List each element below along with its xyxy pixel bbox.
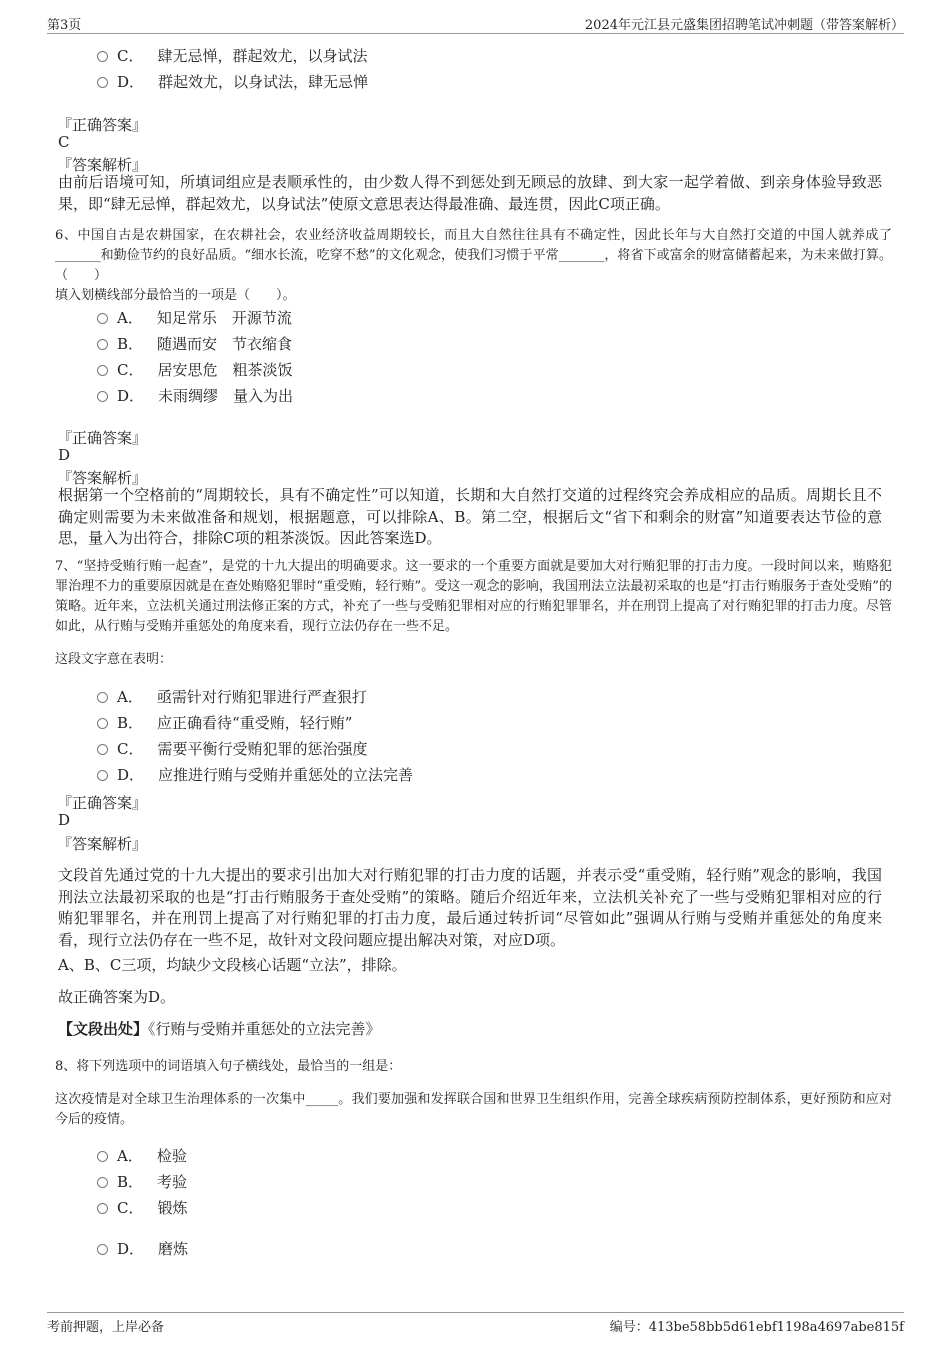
q8-stem: 8、将下列选项中的词语填入句子横线处，最恰当的一组是： — [55, 1059, 402, 1074]
q7-option-b[interactable]: B． 应正确看待“重受贿，轻行贿” — [97, 713, 352, 733]
q5-analysis-label: 『答案解析』 — [57, 156, 148, 174]
q7-source: 【文段出处】《行贿与受贿并重惩处的立法完善》 — [58, 1020, 381, 1038]
radio-icon[interactable] — [97, 1177, 108, 1188]
q8-option-c[interactable]: C． 锻炼 — [97, 1198, 188, 1218]
radio-icon[interactable] — [97, 1203, 108, 1214]
q8-sentence: 这次疫情是对全球卫生治理体系的一次集中_____。我们要加强和发挥联合国和世界卫生组织作用，完善全球疾病预防控制体系，更好预防和应对今后的疫情。 — [55, 1092, 892, 1127]
radio-icon[interactable] — [97, 692, 108, 703]
q7-option-d[interactable]: D． 应推进行贿与受贿并重惩处的立法完善 — [97, 765, 413, 785]
document-id: 编号：413be58bb5d61ebf1198a4697abe815f — [609, 1320, 904, 1335]
document-title: 2024年元江县元盛集团招聘笔试冲刺题（带答案解析） — [584, 18, 904, 33]
radio-icon[interactable] — [97, 313, 108, 324]
q7-prompt: 这段文字意在表明： — [55, 652, 173, 667]
q5-answer-label: 『正确答案』 — [57, 116, 148, 134]
q6-option-c[interactable]: C． 居安思危 粗茶淡饭 — [97, 360, 293, 380]
footer-slogan: 考前押题，上岸必备 — [47, 1320, 165, 1335]
q7-option-c[interactable]: C． 需要平衡行受贿犯罪的惩治强度 — [97, 739, 368, 759]
q7-stem: 7、“坚持受贿行贿一起查”，是党的十九大提出的明确要求。这一要求的一个重要方面就是要加大对行贿犯罪的打击力度。一段时间以来，贿赂犯罪治理不力的重要原因就是在查处贿赂犯罪时“重受贿，轻行贿”。受这一观念的影响，我国刑法立法最初采取的也是“打击行贿服务于查处受贿”的策略。近年来，立法机关通过刑法修正案的方式，补充了一些与受贿犯罪相对应的行贿犯罪罪名，并在刑罚上提高了对行贿犯罪的打击力度。尽管如此，从行贿与受贿并重惩处的角度来看，现行立法仍存在一些不足。 — [55, 559, 892, 634]
q6-option-d[interactable]: D． 未雨绸缪 量入为出 — [97, 386, 293, 406]
page-header — [47, 14, 904, 34]
page-footer — [47, 1312, 904, 1336]
q6-stem: 6、中国自古是农耕国家，在农耕社会，农业经济收益周期较长，而且大自然往往具有不确定性，因此长年与大自然打交道的中国人就养成了_______和勤俭节约的良好品质。“细水长流，吃穿不愁”的文化观念，使我们习惯于平常_______，将省下或富余的财富储蓄起来，为未来做打算。（ ） — [55, 228, 892, 283]
q8-option-a[interactable]: A． 检验 — [97, 1146, 187, 1166]
radio-icon[interactable] — [97, 339, 108, 350]
radio-icon[interactable] — [97, 770, 108, 781]
q8-option-b[interactable]: B． 考验 — [97, 1172, 187, 1192]
q7-analysis: 文段首先通过党的十九大提出的要求引出加大对行贿犯罪的打击力度的话题，并表示受“重受贿，轻行贿”观念的影响，我国刑法立法最初采取的也是“打击行贿服务于查处受贿”的策略。随后介绍近年来，立法机关补充了一些与受贿犯罪相对应的行贿犯罪罪名，并在刑罚上提高了对行贿犯罪的打击力度，最后通过转折词“尽管如此”强调从行贿与受贿并重惩处的角度来看，现行立法仍存在一些不足，故针对文段问题应提出解决对策，对应D项。 — [58, 866, 882, 949]
q7-analysis-label: 『答案解析』 — [57, 835, 148, 853]
q7-answer: D — [58, 811, 71, 829]
q5-analysis: 由前后语境可知，所填词组应是表顺承性的，由少数人得不到惩处到无顾忌的放肆、到大家一起学着做、到亲身体验导致恶果，即“肆无忌惮，群起效尤，以身试法”使原文意思表达得最准确、最连贯，因此C项正确。 — [58, 173, 882, 213]
radio-icon[interactable] — [97, 77, 108, 88]
radio-icon[interactable] — [97, 391, 108, 402]
q5-option-c[interactable]: C． 肆无忌惮，群起效尤，以身试法 — [97, 46, 368, 66]
q7-source-label: 【文段出处】 — [58, 1020, 149, 1038]
radio-icon[interactable] — [97, 365, 108, 376]
page-number: 第3页 — [47, 18, 82, 33]
q6-answer: D — [58, 446, 71, 464]
q6-option-a[interactable]: A． 知足常乐 开源节流 — [97, 308, 292, 328]
q6-analysis-label: 『答案解析』 — [57, 469, 148, 487]
radio-icon[interactable] — [97, 1151, 108, 1162]
q7-analysis-conclusion: 故正确答案为D。 — [58, 988, 176, 1006]
q8-option-d[interactable]: D． 磨炼 — [97, 1239, 188, 1259]
q6-option-b[interactable]: B． 随遇而安 节衣缩食 — [97, 334, 292, 354]
radio-icon[interactable] — [97, 718, 108, 729]
radio-icon[interactable] — [97, 51, 108, 62]
q6-prompt: 填入划横线部分最恰当的一项是（ ）。 — [55, 288, 296, 303]
q7-option-a[interactable]: A． 亟需针对行贿犯罪进行严查狠打 — [97, 687, 367, 707]
q7-analysis-exclusion: A、B、C三项，均缺少文段核心话题“立法”，排除。 — [58, 956, 407, 974]
q5-option-d[interactable]: D． 群起效尤，以身试法，肆无忌惮 — [97, 72, 368, 92]
radio-icon[interactable] — [97, 744, 108, 755]
q6-analysis: 根据第一个空格前的“周期较长，具有不确定性”可以知道，长期和大自然打交道的过程终究会养成相应的品质。周期长且不确定则需要为未来做准备和规划，根据题意，可以排除A、B。第二空，根据后文“省下和剩余的财富”知道要表达节俭的意思，量入为出符合，排除C项的粗茶淡饭。因此答案选D。 — [58, 486, 882, 547]
radio-icon[interactable] — [97, 1244, 108, 1255]
q5-answer: C — [58, 133, 70, 151]
q6-answer-label: 『正确答案』 — [57, 429, 148, 447]
q7-answer-label: 『正确答案』 — [57, 794, 148, 812]
